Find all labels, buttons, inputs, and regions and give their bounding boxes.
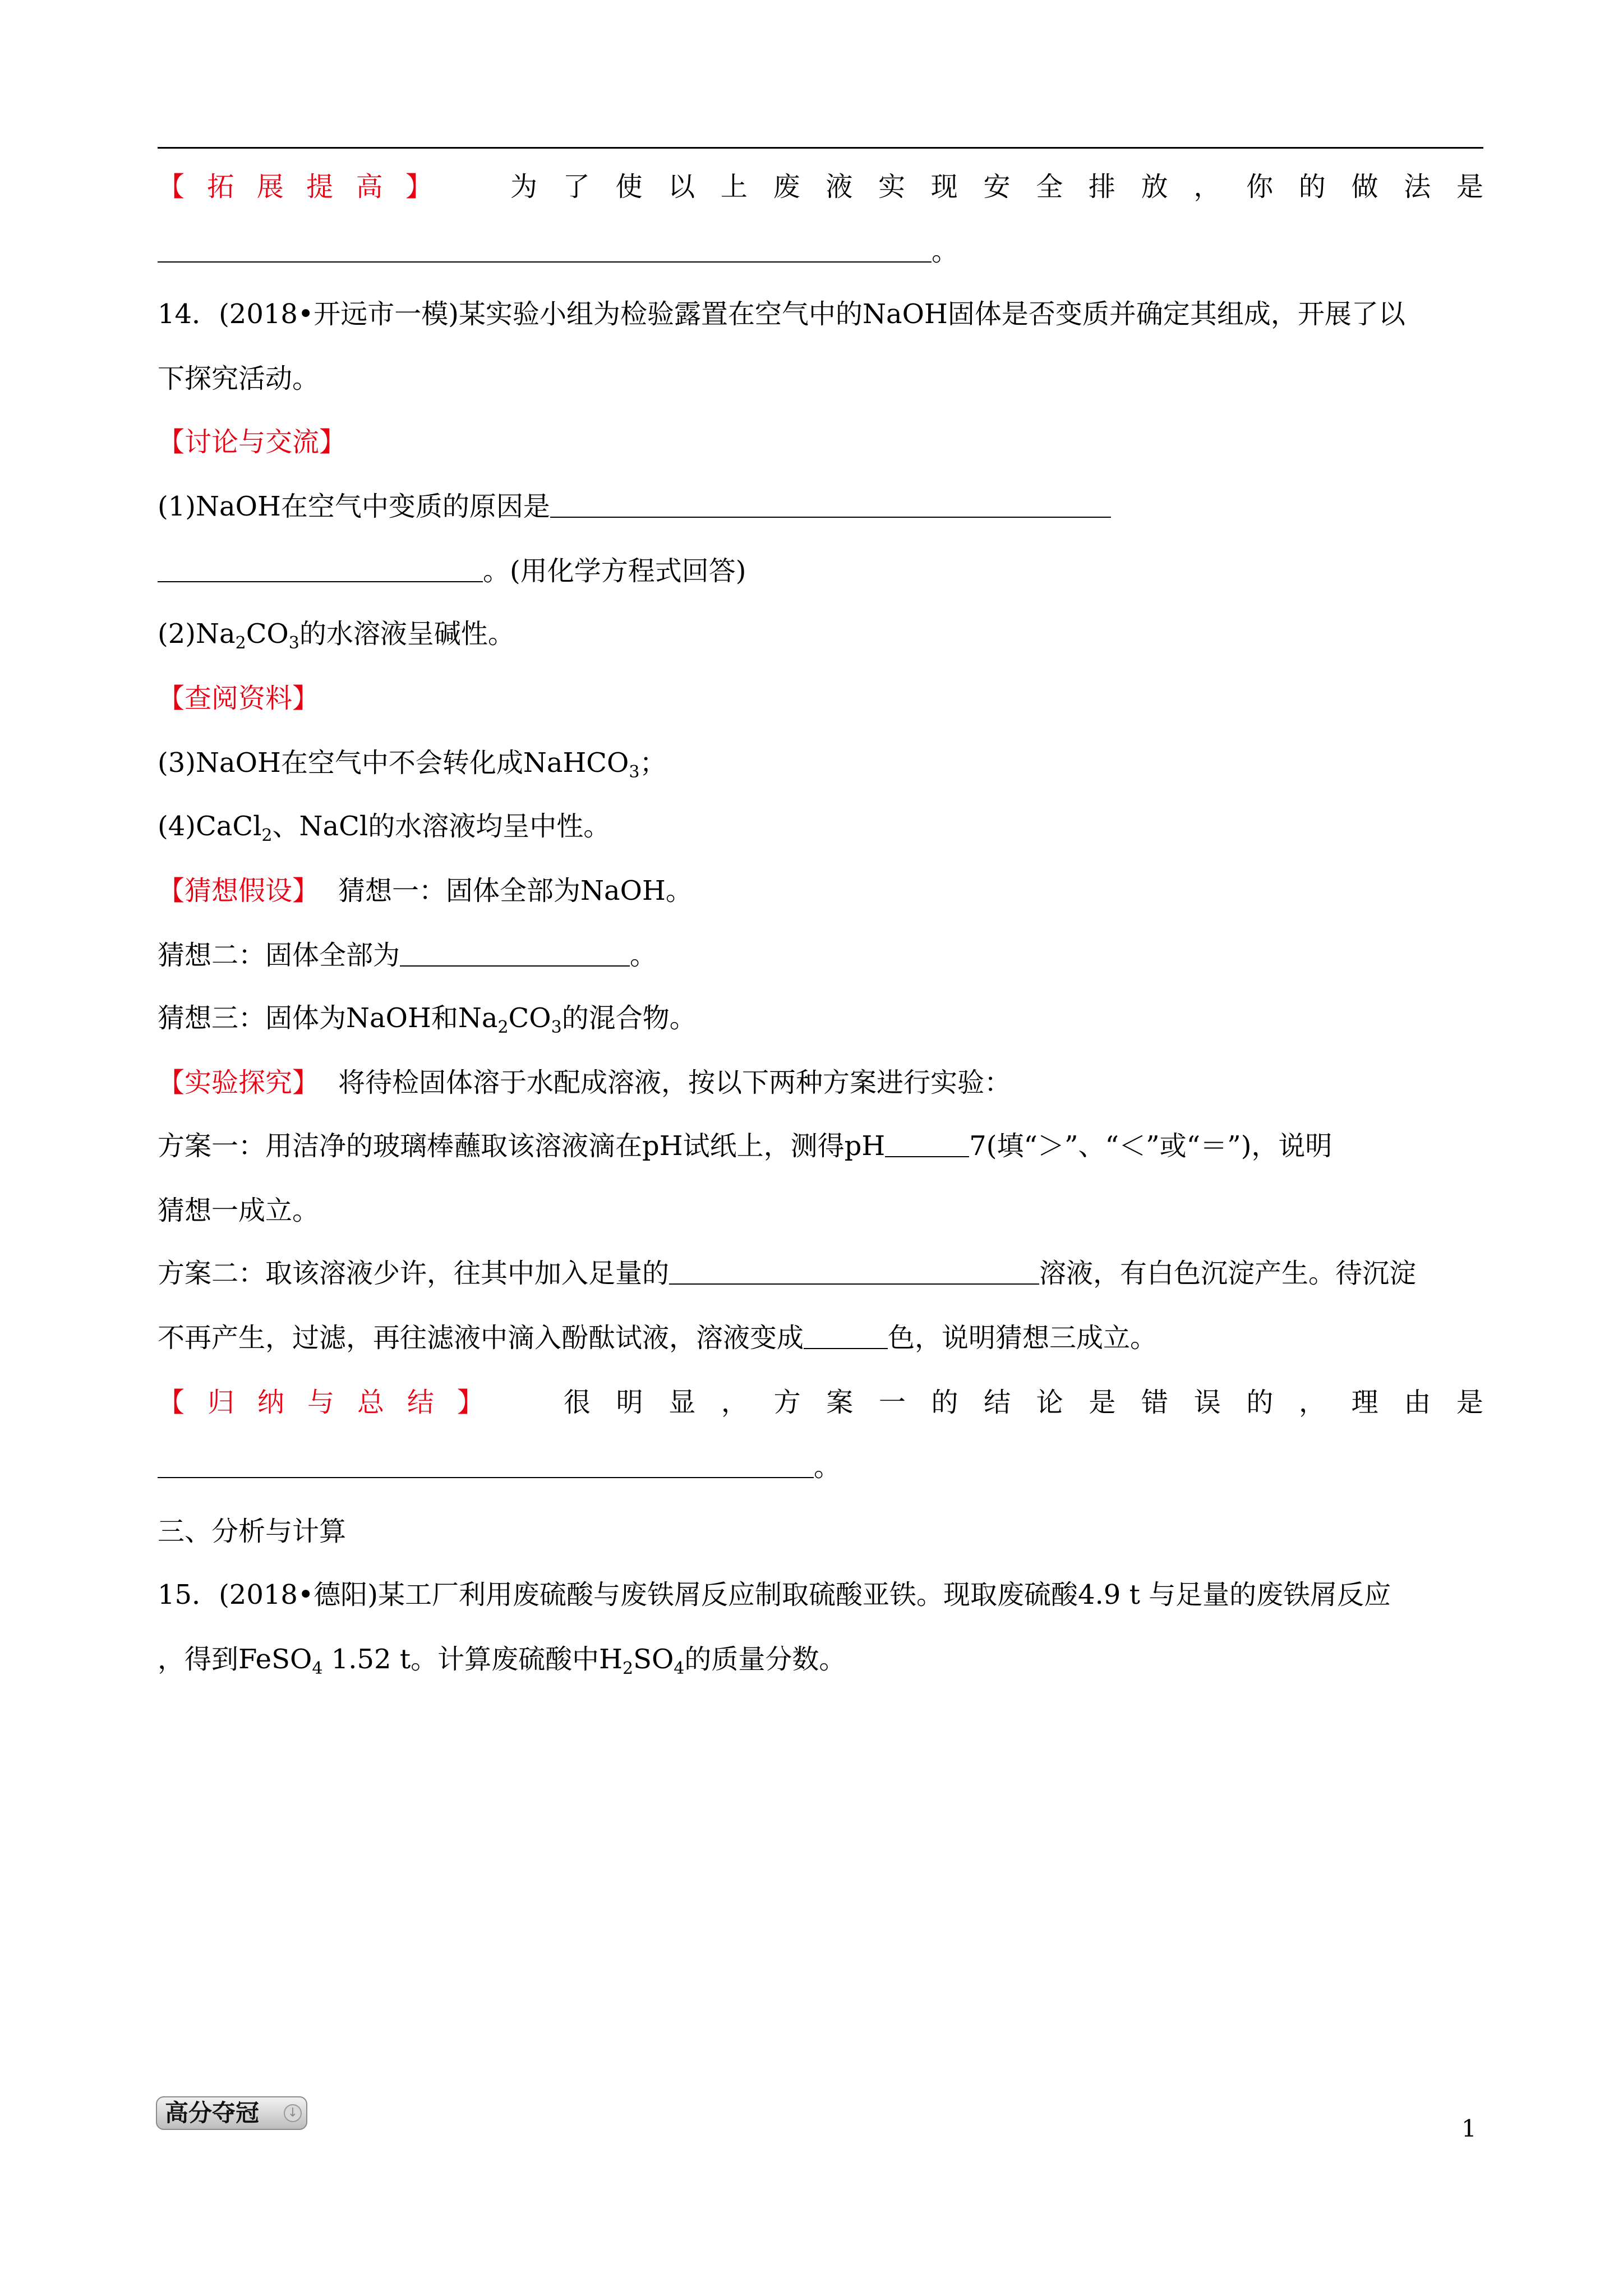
answer-blank[interactable] bbox=[158, 1453, 814, 1478]
q14-intro-line2: 下探究活动。 bbox=[158, 363, 320, 394]
plan2-line: 方案二：取该溶液少许，往其中加入足量的 溶液，有白色沉淀产生。待沉淀 bbox=[158, 1258, 1417, 1289]
summary-tag: 【 归 纳 与 总 结 】 bbox=[158, 1387, 484, 1418]
experiment-line: 【实验探究】 将待检固体溶于水配成溶液，按以下两种方案进行实验： bbox=[158, 1067, 1012, 1098]
extend-question-text: 为 了 使 以 上 废 液 实 现 安 全 排 放 ， 你 的 做 法 是 bbox=[510, 171, 1483, 203]
answer-blank[interactable] bbox=[158, 238, 932, 263]
section-heading: 三、分析与计算 bbox=[158, 1516, 347, 1547]
plan2-line2: 不再产生，过滤，再往滤液中滴入酚酞试液，溶液变成 色，说明猜想三成立。 bbox=[158, 1322, 1158, 1354]
q14-intro-line1: 14．(2018•开远市一模)某实验小组为检验露置在空气中的NaOH固体是否变质并确定其组成，开展了以 bbox=[158, 298, 1405, 330]
answer-blank[interactable] bbox=[158, 558, 483, 582]
guess2-line: 猜想二：固体全部为 。 bbox=[158, 940, 657, 971]
header-rule bbox=[158, 147, 1483, 149]
answer-blank[interactable] bbox=[400, 942, 630, 967]
lookup-tag: 【查阅资料】 bbox=[158, 683, 320, 714]
extend-answer-line: 。 bbox=[158, 234, 1483, 268]
plan1-line: 方案一：用洁净的玻璃棒蘸取该溶液滴在pH试纸上，测得pH 7(填“＞”、“＜”或“＝”)，说明 bbox=[158, 1130, 1332, 1162]
summary-answer-line: 。 bbox=[158, 1450, 1483, 1484]
q14-item1-line2: 。(用化学方程式回答) bbox=[158, 554, 1483, 588]
answer-blank[interactable] bbox=[669, 1260, 1039, 1285]
q14-item4-line: (4)CaCl$_2$、NaCl的水溶液均呈中性。 bbox=[158, 811, 611, 845]
q14-item2-line: $(2)Na_2CO_3$的水溶液呈碱性。 bbox=[158, 618, 515, 653]
arrow-down-icon: ↓ bbox=[284, 2104, 302, 2122]
guess-line: 【猜想假设】 猜想一：固体全部为NaOH。 bbox=[158, 875, 693, 907]
q14-item1-line: (1)NaOH在空气中变质的原因是 bbox=[158, 490, 1483, 523]
page-number: 1 bbox=[1461, 2115, 1477, 2142]
answer-blank[interactable] bbox=[550, 493, 1111, 518]
extend-question-line bbox=[158, 170, 1483, 204]
high-score-badge: 高分夺冠 ↓ bbox=[156, 2096, 307, 2130]
extend-tag: 【 拓 展 提 高 】 bbox=[158, 171, 432, 203]
answer-blank[interactable] bbox=[804, 1324, 888, 1349]
summary-text: 很 明 显 ， 方 案 一 的 结 论 是 错 误 的 ， 理 由 是 bbox=[564, 1387, 1483, 1418]
guess3-line: 猜想三：固体为NaOH和$Na_2CO_3$的混合物。 bbox=[158, 1002, 697, 1037]
discuss-tag: 【讨论与交流】 bbox=[158, 426, 347, 458]
q14-item3-line: (3)NaOH在空气中不会转化成NaHCO$_3$； bbox=[158, 747, 667, 782]
answer-blank[interactable] bbox=[885, 1133, 969, 1157]
summary-line bbox=[158, 1386, 1483, 1419]
q15-line2: ，得到FeSO$_4$ 1.52 t。计算废硫酸中$H_2SO_4$的质量分数。 bbox=[158, 1644, 846, 1678]
plan1-line2: 猜想一成立。 bbox=[158, 1195, 320, 1226]
q15-line1: 15．(2018•德阳)某工厂利用废硫酸与废铁屑反应制取硫酸亚铁。现取废硫酸4.9 t 与足量的废铁屑反应 bbox=[158, 1579, 1391, 1611]
